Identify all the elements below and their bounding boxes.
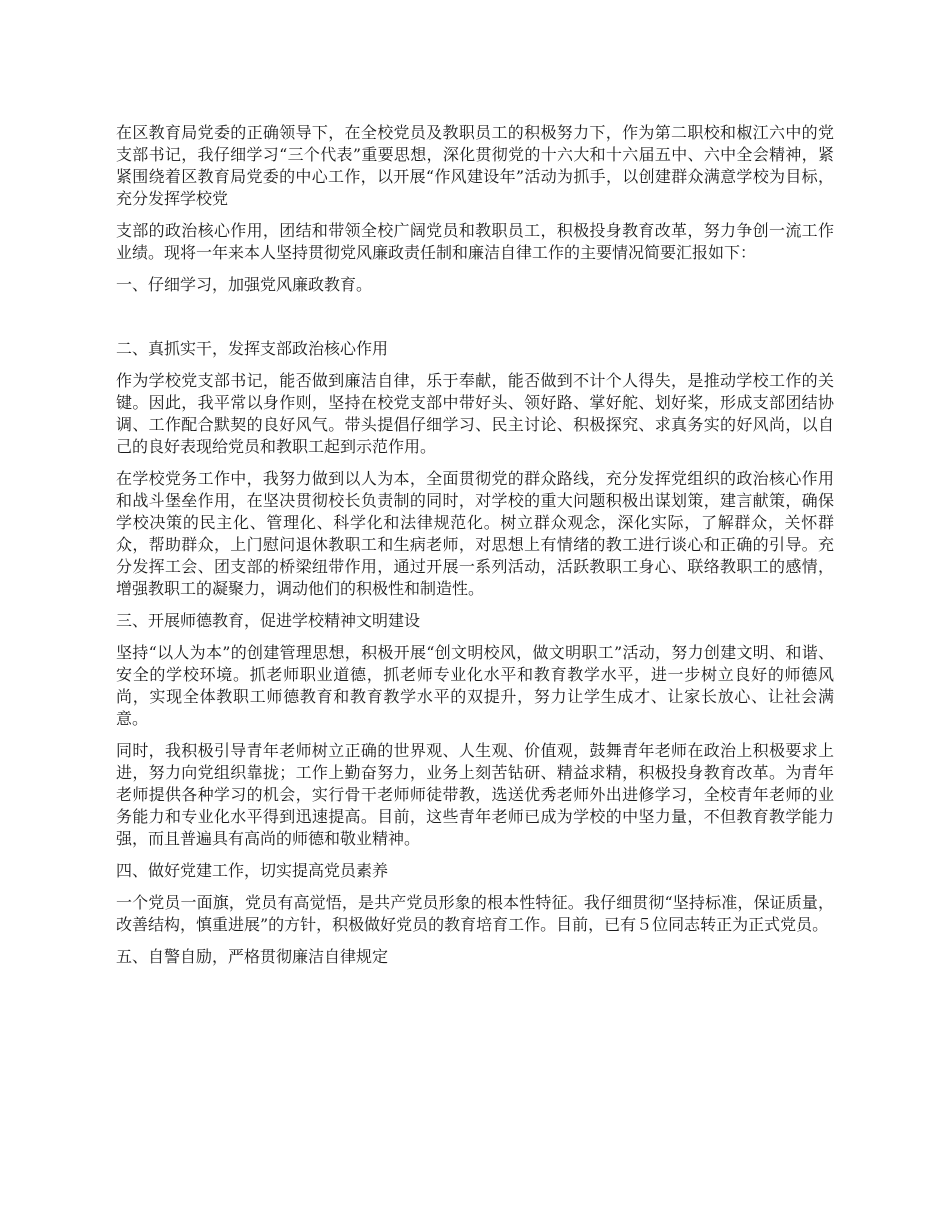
section-heading-5: 五、自警自励，严格贯彻廉洁自律规定: [116, 947, 389, 966]
section-3-paragraph-1: 坚持“以人为本”的创建管理思想，积极开展“创文明校风，做文明职工”活动，努力创建文明、和谐、安全的学校环境。抓老师职业道德，抓老师专业化水平和教育教学水平，进一步树立良好的师德风尚，实现全体教职工师德教育和教育教学水平的双提升，努力让学生成才、让家长放心、让社会满意。: [116, 643, 834, 728]
section-4-paragraph-1: 一个党员一面旗，党员有高觉悟，是共产党员形象的根本性特征。我仔细贯彻“坚持标准，保证质量，改善结构，慎重进展”的方针，积极做好党员的教育培育工作。目前，已有５位同志转正为正式党员。: [116, 893, 834, 934]
section-3-paragraph-2: 同时，我积极引导青年老师树立正确的世界观、人生观、价值观，鼓舞青年老师在政治上积极要求上进，努力向党组织靠拢；工作上勤奋努力，业务上刻苦钻研、精益求精，积极投身教育改革。为青年老师提供各种学习的机会，实行骨干老师师徒带教，选送优秀老师外出进修学习，全校青年老师的业务能力和专业化水平得到迅速提高。目前，这些青年老师已成为学校的中坚力量，不但教育教学能力强，而且普遍具有高尚的师德和敬业精神。: [116, 741, 834, 848]
intro-paragraph-2: 支部的政治核心作用，团结和带领全校广阔党员和教职员工，积极投身教育改革，努力争创一流工作业绩。现将一年来本人坚持贯彻党风廉政责任制和廉洁自律工作的主要情况简要汇报如下：: [116, 221, 834, 262]
section-2-paragraph-2: 在学校党务工作中，我努力做到以人为本，全面贯彻党的群众路线，充分发挥党组织的政治核心作用和战斗堡垒作用，在坚决贯彻校长负责制的同时，对学校的重大问题积极出谋划策，建言献策，确保学校决策的民主化、管理化、科学化和法律规范化。树立群众观念，深化实际，了解群众，关怀群众，帮助群众，上门慰问退休教职工和生病老师，对思想上有情绪的教工进行谈心和正确的引导。充分发挥工会、团支部的桥梁纽带作用，通过开展一系列活动，活跃教职工身心、联络教职工的感情，增强教职工的凝聚力，调动他们的积极性和制造性。: [116, 469, 834, 598]
section-heading-1: 一、仔细学习，加强党风廉政教育。: [116, 275, 373, 294]
section-heading-2: 二、真抓实干，发挥支部政治核心作用: [116, 339, 389, 358]
section-2-paragraph-1: 作为学校党支部书记，能否做到廉洁自律，乐于奉献，能否做到不计个人得失，是推动学校工作的关键。因此，我平常以身作则，坚持在校党支部中带好头、领好路、掌好舵、划好桨，形成支部团结协调、工作配合默契的良好风气。带头提倡仔细学习、民主讨论、积极探究、求真务实的好风尚，以自己的良好表现给党员和教职工起到示范作用。: [116, 371, 834, 456]
document-body: [116, 122, 834, 978]
section-heading-4: 四、做好党建工作，切实提高党员素养: [116, 861, 389, 880]
section-spacer: [116, 306, 834, 338]
section-heading-3: 三、开展师德教育，促进学校精神文明建设: [116, 611, 421, 630]
intro-paragraph-1: 在区教育局党委的正确领导下，在全校党员及教职员工的积极努力下，作为第二职校和椒江六中的党支部书记，我仔细学习“三个代表”重要思想，深化贯彻党的十六大和十六届五中、六中全会精神，紧紧围绕着区教育局党委的中心工作，以开展“作风建设年”活动为抓手，以创建群众满意学校为目标，充分发挥学校党: [116, 123, 834, 208]
